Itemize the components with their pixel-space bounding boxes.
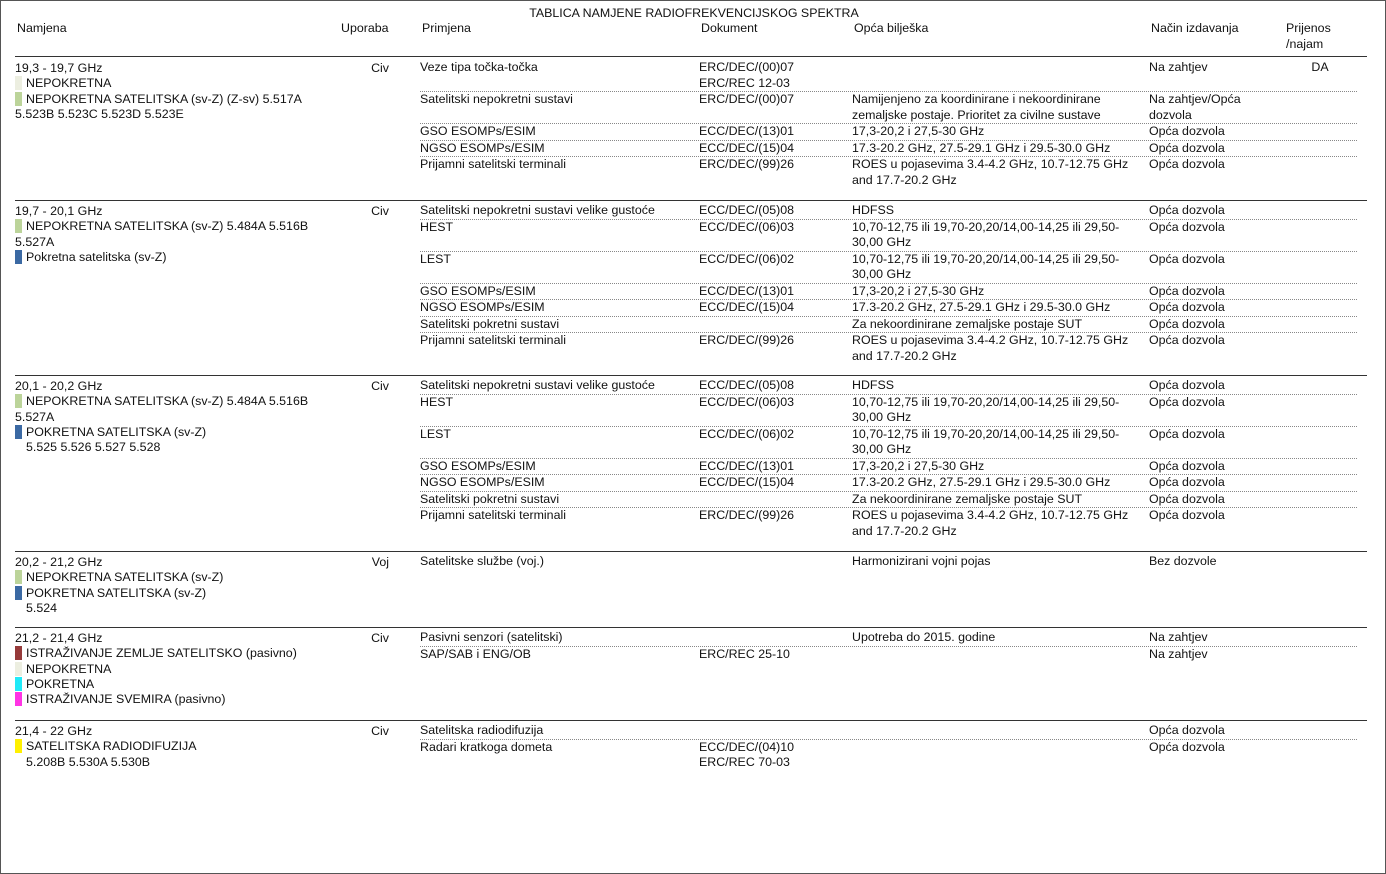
- application-rows: [420, 378, 1357, 539]
- cell-nacin: Na zahtjev: [1149, 646, 1208, 661]
- application-row: [420, 554, 1357, 570]
- cell-nacin: Opća dozvola: [1149, 475, 1225, 489]
- cell-biljeska: 10,70-12,75 ili 19,70-20,20/14,00-14,25 ili 29,50-30,00 GHz: [852, 426, 1120, 456]
- allocation-text: NEPOKRETNA SATELITSKA (sv-Z): [26, 570, 224, 585]
- band-allocation: [15, 204, 355, 265]
- application-row: [420, 203, 1357, 220]
- header-namjena: Namjena: [17, 21, 67, 35]
- cell-nacin: Opća dozvola: [1149, 723, 1225, 737]
- allocation-line: [15, 692, 355, 707]
- allocation-line: [15, 739, 355, 754]
- header-prijenos-line2: /najam: [1286, 36, 1324, 51]
- allocation-text: NEPOKRETNA SATELITSKA (sv-Z) (Z-sv) 5.517A: [26, 91, 302, 106]
- cell-dokument: ERC/REC 25-10: [699, 646, 790, 661]
- band-blocks: [1, 58, 1386, 871]
- cell-biljeska: 17,3-20,2 i 27,5-30 GHz: [852, 124, 985, 138]
- application-row: [420, 740, 1357, 771]
- allocation-line: [15, 601, 355, 616]
- service-color-swatch: [15, 586, 22, 600]
- band-allocation: [15, 379, 355, 455]
- band-block: [15, 628, 1367, 721]
- cell-dokument: ERC/DEC/(00)07 ERC/REC 12-03: [699, 60, 795, 90]
- application-row: [420, 284, 1357, 301]
- band-allocation: [15, 61, 355, 122]
- application-row: [420, 647, 1357, 663]
- allocation-line: [15, 586, 355, 601]
- service-color-swatch: [15, 425, 22, 439]
- allocation-line: [15, 755, 355, 770]
- cell-dokument: ECC/DEC/(05)08: [699, 203, 795, 217]
- cell-nacin: Na zahtjev: [1149, 630, 1208, 644]
- application-row: [420, 508, 1357, 539]
- cell-nacin: Opća dozvola: [1149, 251, 1225, 266]
- cell-dokument: ECC/DEC/(06)02: [699, 426, 795, 441]
- cell-nacin: Bez dozvole: [1149, 554, 1217, 568]
- cell-primjena: Prijamni satelitski terminali: [420, 157, 566, 171]
- application-row: [420, 124, 1357, 141]
- allocation-text: POKRETNA SATELITSKA (sv-Z): [26, 585, 207, 600]
- band-block: [15, 376, 1367, 552]
- header-nacin: Način izdavanja: [1151, 21, 1239, 35]
- cell-biljeska: HDFSS: [852, 203, 894, 217]
- cell-primjena: NGSO ESOMPs/ESIM: [420, 475, 545, 489]
- cell-dokument: ECC/DEC/(04)10 ERC/REC 70-03: [699, 739, 795, 769]
- allocation-line: [15, 677, 355, 692]
- application-row: [420, 395, 1357, 427]
- cell-dokument: ECC/DEC/(06)02: [699, 251, 795, 266]
- service-color-swatch: [15, 677, 22, 691]
- application-row: [420, 475, 1357, 492]
- service-color-swatch: [15, 394, 22, 408]
- band-range: 21,4 - 22 GHz: [15, 724, 93, 738]
- application-row: [420, 378, 1357, 395]
- cell-biljeska: 10,70-12,75 ili 19,70-20,20/14,00-14,25 ili 29,50-30,00 GHz: [852, 394, 1120, 424]
- header-divider: [15, 56, 1367, 57]
- service-color-swatch: [15, 570, 22, 584]
- cell-nacin: Opća dozvola: [1149, 333, 1225, 347]
- cell-nacin: Opća dozvola: [1149, 124, 1225, 138]
- usage-type: Civ: [371, 631, 389, 645]
- service-color-swatch: [15, 76, 22, 90]
- cell-primjena: NGSO ESOMPs/ESIM: [420, 140, 545, 155]
- cell-dokument: ECC/DEC/(06)03: [699, 394, 795, 409]
- band-allocation: [15, 631, 355, 707]
- cell-nacin: Na zahtjev: [1149, 60, 1208, 74]
- allocation-text: SATELITSKA RADIODIFUZIJA: [26, 739, 197, 754]
- cell-dokument: ERC/DEC/(99)26: [699, 333, 795, 347]
- cell-primjena: Prijamni satelitski terminali: [420, 333, 566, 347]
- cell-nacin: Opća dozvola: [1149, 140, 1225, 155]
- cell-nacin: Opća dozvola: [1149, 283, 1225, 298]
- cell-primjena: Veze tipa točka-točka: [420, 60, 538, 74]
- usage-type: Civ: [371, 724, 389, 738]
- allocation-text: Pokretna satelitska (sv-Z): [26, 249, 167, 264]
- application-row: [420, 157, 1357, 188]
- cell-biljeska: 17.3-20.2 GHz, 27.5-29.1 GHz i 29.5-30.0 GHz: [852, 140, 1111, 155]
- cell-nacin: Opća dozvola: [1149, 378, 1225, 392]
- application-row: [420, 220, 1357, 252]
- header-biljeska: Opća bilješka: [854, 21, 929, 35]
- allocation-text: NEPOKRETNA SATELITSKA (sv-Z) 5.484A 5.516B: [26, 394, 309, 409]
- cell-dokument: ECC/DEC/(15)04: [699, 140, 795, 155]
- cell-primjena: GSO ESOMPs/ESIM: [420, 124, 536, 138]
- cell-biljeska: Za nekoordinirane zemaljske postaje SUT: [852, 316, 1083, 331]
- band-range: 21,2 - 21,4 GHz: [15, 631, 103, 645]
- allocation-line: [15, 235, 355, 250]
- allocation-text: ISTRAŽIVANJE SVEMIRA (pasivno): [26, 692, 226, 707]
- allocation-text: POKRETNA: [26, 676, 95, 691]
- service-color-swatch: [15, 92, 22, 106]
- service-color-swatch: [15, 662, 22, 676]
- allocation-line: [15, 662, 355, 677]
- allocation-text: 5.523B 5.523C 5.523D 5.523E: [15, 106, 184, 121]
- cell-dokument: ERC/DEC/(00)07: [699, 92, 795, 106]
- cell-primjena: Pasivni senzori (satelitski): [420, 630, 563, 644]
- cell-primjena: Satelitske službe (voj.): [420, 554, 544, 568]
- allocation-text: 5.524: [26, 600, 58, 615]
- header-uporaba: Uporaba: [341, 21, 389, 35]
- allocation-line: [15, 646, 355, 661]
- cell-nacin: Opća dozvola: [1149, 739, 1225, 754]
- cell-primjena: GSO ESOMPs/ESIM: [420, 458, 536, 473]
- header-prijenos-line1: Prijenos: [1286, 21, 1331, 35]
- cell-biljeska: 17,3-20,2 i 27,5-30 GHz: [852, 458, 985, 473]
- header-prijenos: [1286, 21, 1331, 52]
- allocation-line: [15, 250, 355, 265]
- allocation-line: [15, 410, 355, 425]
- allocation-line: [15, 570, 355, 585]
- table-title: TABLICA NAMJENE RADIOFREKVENCIJSKOG SPEKTRA: [529, 6, 859, 20]
- cell-primjena: Satelitski nepokretni sustavi: [420, 92, 573, 106]
- application-rows: [420, 60, 1357, 188]
- cell-biljeska: HDFSS: [852, 378, 894, 392]
- cell-biljeska: Harmonizirani vojni pojas: [852, 554, 991, 568]
- cell-primjena: Satelitska radiodifuzija: [420, 723, 544, 737]
- application-row: [420, 60, 1357, 92]
- cell-biljeska: Namijenjeno za koordinirane i nekoordinirane zemaljske postaje. Prioritet za civilne sustave: [852, 92, 1101, 122]
- cell-dokument: ECC/DEC/(15)04: [699, 300, 795, 314]
- cell-biljeska: 17.3-20.2 GHz, 27.5-29.1 GHz i 29.5-30.0 GHz: [852, 475, 1111, 489]
- cell-biljeska: Upotreba do 2015. godine: [852, 630, 996, 644]
- band-range: 20,1 - 20,2 GHz: [15, 379, 103, 393]
- cell-nacin: Na zahtjev/Opća dozvola: [1149, 92, 1241, 122]
- band-block: [15, 721, 1367, 871]
- allocation-line: [15, 425, 355, 440]
- cell-dokument: ERC/DEC/(99)26: [699, 157, 795, 171]
- allocation-line: [15, 92, 355, 107]
- cell-biljeska: ROES u pojasevima 3.4-4.2 GHz, 10.7-12.75 GHz and 17.7-20.2 GHz: [852, 508, 1129, 538]
- cell-nacin: Opća dozvola: [1149, 508, 1225, 522]
- application-rows: [420, 723, 1357, 771]
- cell-primjena: Satelitski nepokretni sustavi velike gustoće: [420, 378, 655, 392]
- cell-primjena: HEST: [420, 219, 454, 234]
- band-allocation: [15, 555, 355, 616]
- usage-type: Voj: [371, 555, 389, 569]
- allocation-text: ISTRAŽIVANJE ZEMLJE SATELITSKO (pasivno): [26, 646, 297, 661]
- service-color-swatch: [15, 646, 22, 660]
- cell-primjena: Prijamni satelitski terminali: [420, 508, 566, 522]
- cell-prijenos: DA: [1311, 60, 1329, 74]
- allocation-text: NEPOKRETNA SATELITSKA (sv-Z) 5.484A 5.516B: [26, 219, 309, 234]
- application-row: [420, 92, 1357, 124]
- application-row: [420, 300, 1357, 317]
- cell-nacin: Opća dozvola: [1149, 316, 1225, 331]
- cell-primjena: SAP/SAB i ENG/OB: [420, 646, 531, 661]
- band-allocation: [15, 724, 355, 770]
- cell-biljeska: 10,70-12,75 ili 19,70-20,20/14,00-14,25 ili 29,50-30,00 GHz: [852, 251, 1120, 281]
- cell-nacin: Opća dozvola: [1149, 300, 1225, 314]
- band-block: [15, 58, 1367, 201]
- allocation-text: 5.527A: [15, 234, 55, 249]
- application-rows: [420, 554, 1357, 570]
- allocation-line: [15, 219, 355, 234]
- allocation-text: NEPOKRETNA: [26, 661, 112, 676]
- application-row: [420, 141, 1357, 158]
- cell-primjena: Satelitski pokretni sustavi: [420, 316, 560, 331]
- cell-primjena: LEST: [420, 426, 451, 441]
- band-block: [15, 552, 1367, 628]
- service-color-swatch: [15, 692, 22, 706]
- allocation-line: [15, 394, 355, 409]
- cell-dokument: ERC/DEC/(99)26: [699, 508, 795, 522]
- header-dokument: Dokument: [701, 21, 758, 35]
- allocation-text: 5.527A: [15, 409, 55, 424]
- cell-biljeska: 17.3-20.2 GHz, 27.5-29.1 GHz i 29.5-30.0 GHz: [852, 300, 1111, 314]
- cell-biljeska: ROES u pojasevima 3.4-4.2 GHz, 10.7-12.75 GHz and 17.7-20.2 GHz: [852, 157, 1129, 187]
- cell-nacin: Opća dozvola: [1149, 203, 1225, 217]
- application-row: [420, 630, 1357, 647]
- allocation-text: 5.208B 5.530A 5.530B: [26, 754, 151, 769]
- band-range: 19,7 - 20,1 GHz: [15, 204, 103, 218]
- allocation-text: NEPOKRETNA: [26, 76, 112, 91]
- application-row: [420, 459, 1357, 476]
- allocation-text: POKRETNA SATELITSKA (sv-Z): [26, 424, 207, 439]
- application-row: [420, 252, 1357, 284]
- cell-primjena: Satelitski pokretni sustavi: [420, 491, 560, 506]
- cell-nacin: Opća dozvola: [1149, 157, 1225, 171]
- application-row: [420, 333, 1357, 364]
- cell-dokument: ECC/DEC/(05)08: [699, 378, 795, 392]
- allocation-line: [15, 107, 355, 122]
- allocation-text: 5.525 5.526 5.527 5.528: [26, 440, 161, 455]
- cell-biljeska: ROES u pojasevima 3.4-4.2 GHz, 10.7-12.75 GHz and 17.7-20.2 GHz: [852, 333, 1129, 363]
- cell-biljeska: 17,3-20,2 i 27,5-30 GHz: [852, 283, 985, 298]
- usage-type: Civ: [371, 61, 389, 75]
- cell-dokument: ECC/DEC/(13)01: [699, 283, 795, 298]
- application-row: [420, 317, 1357, 334]
- application-row: [420, 723, 1357, 740]
- cell-dokument: ECC/DEC/(13)01: [699, 124, 795, 138]
- cell-primjena: Satelitski nepokretni sustavi velike gustoće: [420, 203, 655, 217]
- usage-type: Civ: [371, 379, 389, 393]
- cell-dokument: ECC/DEC/(15)04: [699, 475, 795, 489]
- service-color-swatch: [15, 250, 22, 264]
- cell-nacin: Opća dozvola: [1149, 491, 1225, 506]
- application-row: [420, 492, 1357, 509]
- cell-biljeska: 10,70-12,75 ili 19,70-20,20/14,00-14,25 ili 29,50-30,00 GHz: [852, 219, 1120, 249]
- cell-primjena: NGSO ESOMPs/ESIM: [420, 300, 545, 314]
- usage-type: Civ: [371, 204, 389, 218]
- cell-primjena: HEST: [420, 394, 454, 409]
- band-range: 19,3 - 19,7 GHz: [15, 61, 103, 75]
- cell-nacin: Opća dozvola: [1149, 219, 1225, 234]
- allocation-line: [15, 440, 355, 455]
- cell-dokument: ECC/DEC/(13)01: [699, 458, 795, 473]
- cell-primjena: Radari kratkoga dometa: [420, 739, 553, 754]
- cell-nacin: Opća dozvola: [1149, 394, 1225, 409]
- cell-biljeska: Za nekoordinirane zemaljske postaje SUT: [852, 491, 1083, 506]
- service-color-swatch: [15, 219, 22, 233]
- cell-primjena: GSO ESOMPs/ESIM: [420, 283, 536, 298]
- header-primjena: Primjena: [422, 21, 471, 35]
- cell-dokument: ECC/DEC/(06)03: [699, 219, 795, 234]
- application-rows: [420, 203, 1357, 364]
- application-row: [420, 427, 1357, 459]
- cell-nacin: Opća dozvola: [1149, 426, 1225, 441]
- cell-nacin: Opća dozvola: [1149, 458, 1225, 473]
- service-color-swatch: [15, 739, 22, 753]
- band-block: [15, 201, 1367, 376]
- band-range: 20,2 - 21,2 GHz: [15, 555, 103, 569]
- cell-primjena: LEST: [420, 251, 451, 266]
- application-rows: [420, 630, 1357, 662]
- allocation-line: [15, 76, 355, 91]
